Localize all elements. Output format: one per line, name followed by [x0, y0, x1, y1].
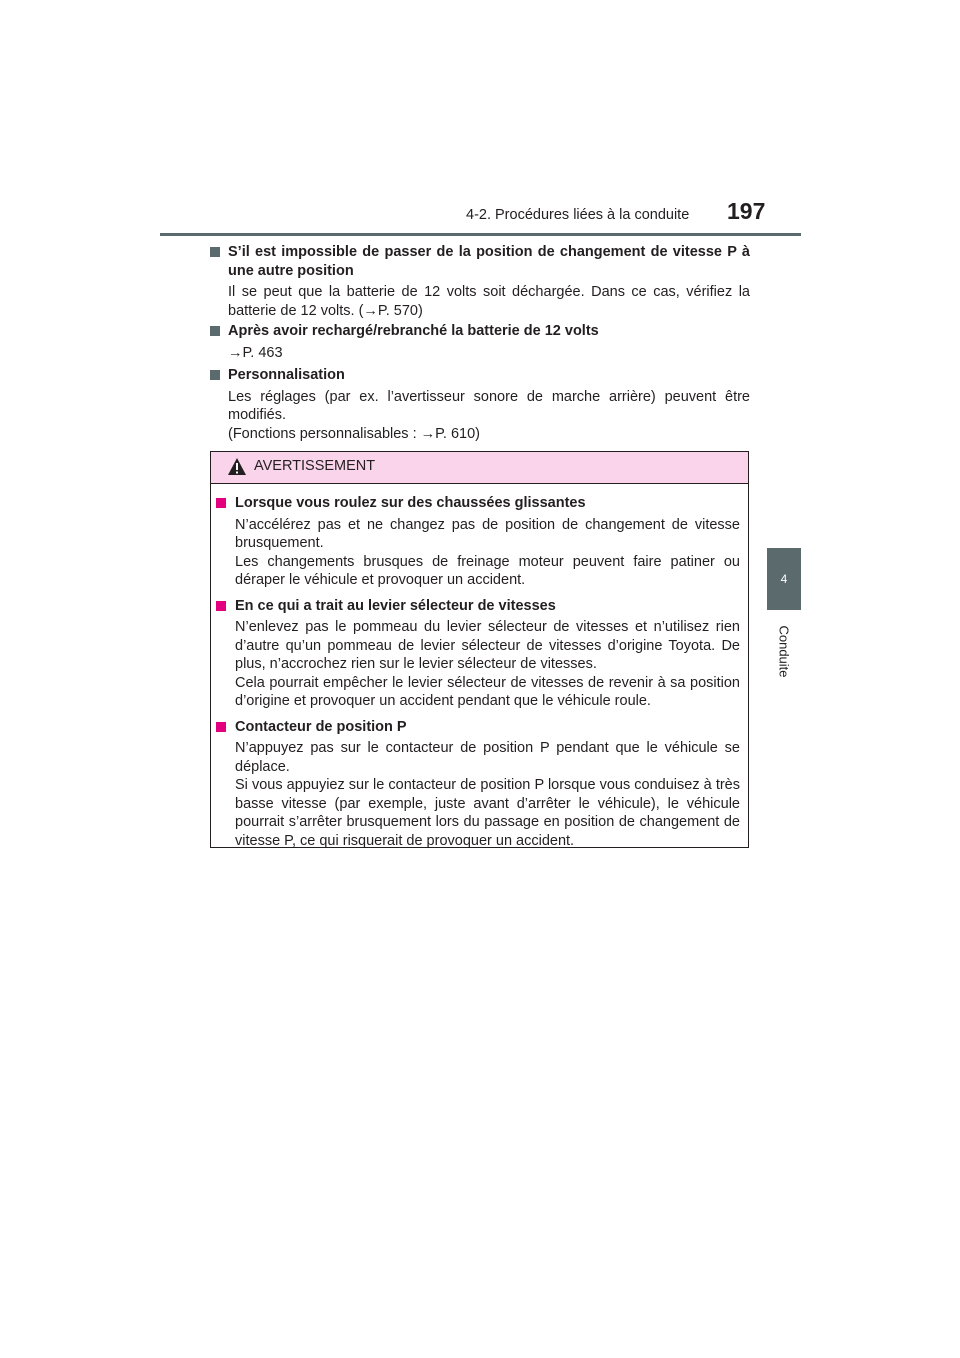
warning-paragraph: Cela pourrait empêcher le levier sélecteur de vitesses de revenir à sa position d’origine et provoquer un accident pendant que le véhicule roule. — [235, 674, 740, 709]
square-bullet-icon — [216, 601, 226, 611]
info-item-title: Après avoir rechargé/rebranché la batterie de 12 volts — [210, 322, 750, 341]
square-bullet-icon — [210, 370, 220, 380]
info-item-title: Personnalisation — [210, 366, 750, 385]
info-paragraph: (Fonctions personnalisables : →P. 610) — [228, 425, 481, 442]
square-bullet-icon — [216, 498, 226, 508]
info-item-battery — [210, 243, 750, 320]
info-item-body — [210, 283, 750, 320]
warning-paragraph: N’appuyez pas sur le contacteur de position P pendant que le véhicule se déplace. — [235, 740, 740, 775]
header-divider — [160, 233, 801, 236]
page-number: 197 — [727, 198, 766, 224]
warning-box — [210, 451, 749, 848]
warning-item-title: Contacteur de position P — [216, 718, 740, 737]
chapter-label-text: Conduite — [776, 624, 792, 678]
info-item-personalisation — [210, 366, 750, 443]
square-bullet-icon — [210, 247, 220, 257]
warning-item — [216, 597, 740, 711]
warning-body — [216, 494, 740, 857]
warning-title: AVERTISSEMENT — [254, 458, 376, 474]
warning-paragraph: N’accélérez pas et ne changez pas de position de changement de vitesse brusquement. — [235, 516, 740, 551]
chapter-label — [767, 616, 801, 686]
warning-paragraph: N’enlevez pas le pommeau du levier sélecteur de vitesses et n’utilisez rien d’autre qu’un pommeau de levier sélecteur de vitesses d’origine Toyota. De plus, n’accrochez rien sur le levier sélecteur de vitesses. — [235, 619, 740, 672]
section-title: 4-2. Procédures liées à la conduite — [466, 207, 690, 223]
warning-item-title: Lorsque vous roulez sur des chaussées glissantes — [216, 494, 740, 513]
warning-header — [211, 452, 748, 484]
page-reference-link[interactable]: →P. 463 — [228, 344, 283, 361]
chapter-tab[interactable] — [767, 548, 801, 610]
chapter-number: 4 — [780, 572, 788, 586]
warning-item — [216, 494, 740, 590]
info-item-recharge — [210, 322, 750, 362]
square-bullet-icon — [210, 326, 220, 336]
warning-item-body — [216, 618, 740, 711]
warning-item — [216, 718, 740, 851]
square-bullet-icon — [216, 722, 226, 732]
info-item-title: S’il est impossible de passer de la position de changement de vitesse P à une autre position — [210, 243, 750, 280]
info-paragraph: Il se peut que la batterie de 12 volts soit déchargée. Dans ce cas, vérifiez la batterie de 12 volts. (→P. 570) — [228, 284, 750, 319]
warning-paragraph: Si vous appuyiez sur le contacteur de position P lorsque vous conduisez à très basse vitesse (par exemple, juste avant d’arrêter le véhicule), le véhicule pourrait s’arrêter brusquement lors du passage en position de changement de vitesse P, ce qui risquerait de provoquer un accident. — [235, 777, 740, 849]
warning-item-body — [216, 739, 740, 850]
warning-item-body — [216, 516, 740, 590]
warning-item-title: En ce qui a trait au levier sélecteur de vitesses — [216, 597, 740, 616]
warning-paragraph: Les changements brusques de freinage moteur peuvent faire patiner ou déraper le véhicule et provoquer un accident. — [235, 553, 740, 588]
info-paragraph: Les réglages (par ex. l’avertisseur sonore de marche arrière) peuvent être modifiés. — [228, 388, 750, 423]
warning-triangle-icon — [227, 457, 247, 477]
info-item-body — [210, 344, 750, 363]
info-item-body — [210, 388, 750, 444]
